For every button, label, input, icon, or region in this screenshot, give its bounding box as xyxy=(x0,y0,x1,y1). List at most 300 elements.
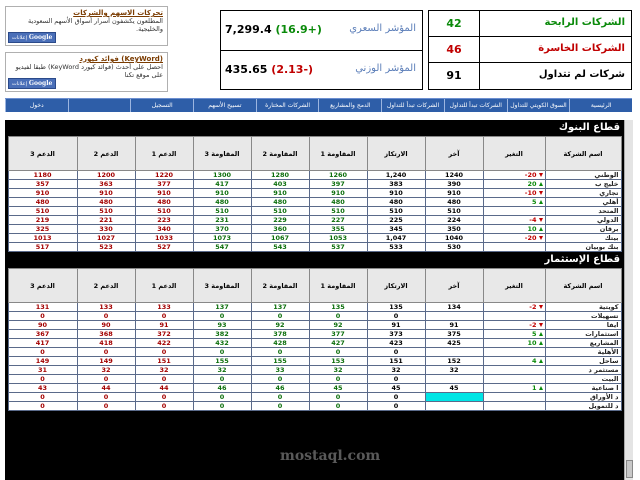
resistance-cell: 510 xyxy=(193,207,251,216)
arrow-up-icon xyxy=(539,182,543,186)
table-header-row xyxy=(8,269,621,303)
company-name-link[interactable]: د للتمويل xyxy=(545,402,621,411)
sector-table xyxy=(8,268,622,411)
google-ads-badge[interactable]: إعلانات Google xyxy=(8,32,56,43)
pivot-cell: 0 xyxy=(367,393,425,402)
support-cell: 0 xyxy=(135,348,193,357)
resistance-cell: 397 xyxy=(309,180,367,189)
support-cell: 523 xyxy=(77,243,135,252)
scrollbar-thumb[interactable] xyxy=(626,460,633,478)
support-cell: 131 xyxy=(8,303,77,312)
nav-item[interactable] xyxy=(68,99,131,112)
column-header[interactable]: اسم الشركة xyxy=(545,269,621,303)
support-cell: 910 xyxy=(135,189,193,198)
weighted-index-row xyxy=(221,51,422,91)
change-cell xyxy=(483,357,545,366)
column-header[interactable]: آخر xyxy=(425,137,483,171)
change-value: 4 xyxy=(531,357,537,365)
support-cell: 0 xyxy=(77,402,135,411)
company-name-link[interactable]: البيت xyxy=(545,375,621,384)
change-value: 20- xyxy=(524,171,537,179)
arrow-up-icon xyxy=(539,200,543,204)
table-row[interactable] xyxy=(8,339,621,348)
resistance-cell: 510 xyxy=(309,207,367,216)
sector-table xyxy=(8,136,622,252)
column-header[interactable]: الارتكاز xyxy=(367,269,425,303)
support-cell: 31 xyxy=(8,366,77,375)
nav-item[interactable]: تسبيح الأسهم xyxy=(193,99,256,112)
support-cell: 1013 xyxy=(8,234,77,243)
last-price-cell: 350 xyxy=(425,225,483,234)
change-cell xyxy=(483,216,545,225)
change-value: 10- xyxy=(524,189,537,197)
column-header[interactable]: المقاومة 1 xyxy=(309,137,367,171)
support-cell: 418 xyxy=(77,339,135,348)
last-price-cell: 45 xyxy=(425,384,483,393)
nav-item[interactable]: الرئيسية xyxy=(569,99,632,112)
support-cell: 0 xyxy=(135,375,193,384)
column-header[interactable]: التغير xyxy=(483,137,545,171)
pivot-cell: 910 xyxy=(367,189,425,198)
pivot-cell: 373 xyxy=(367,330,425,339)
last-price-cell: 134 xyxy=(425,303,483,312)
table-row[interactable] xyxy=(8,402,621,411)
last-price-cell xyxy=(425,312,483,321)
table-row[interactable] xyxy=(8,375,621,384)
support-cell: 0 xyxy=(77,348,135,357)
column-header[interactable]: المقاومة 2 xyxy=(251,137,309,171)
change-value: 1 xyxy=(531,384,537,392)
support-cell: 910 xyxy=(8,189,77,198)
ad-title[interactable]: تحركات الاسهم والشركات xyxy=(73,9,163,17)
main-nav xyxy=(5,98,632,112)
change-value: 4- xyxy=(529,216,537,224)
arrow-down-icon xyxy=(539,173,543,177)
resistance-cell: 0 xyxy=(251,375,309,384)
support-cell: 510 xyxy=(8,207,77,216)
resistance-cell: 227 xyxy=(309,216,367,225)
column-header[interactable]: التغير xyxy=(483,269,545,303)
resistance-cell: 382 xyxy=(193,330,251,339)
change-cell xyxy=(483,234,545,243)
table-row[interactable] xyxy=(8,303,621,312)
last-price-cell xyxy=(425,375,483,384)
change-cell xyxy=(483,393,545,402)
support-cell: 330 xyxy=(77,225,135,234)
table-row[interactable] xyxy=(8,198,621,207)
support-cell: 91 xyxy=(135,321,193,330)
price-index-row xyxy=(221,11,422,51)
resistance-cell: 0 xyxy=(309,312,367,321)
last-price-cell: 91 xyxy=(425,321,483,330)
company-name-link[interactable]: المتحد xyxy=(545,207,621,216)
pivot-cell: 345 xyxy=(367,225,425,234)
change-cell xyxy=(483,303,545,312)
support-cell: 0 xyxy=(135,393,193,402)
resistance-cell: 378 xyxy=(251,330,309,339)
resistance-cell: 46 xyxy=(251,384,309,393)
resistance-cell: 432 xyxy=(193,339,251,348)
table-header-row xyxy=(8,137,621,171)
market-data-panel[interactable] xyxy=(5,120,624,480)
resistance-cell: 1073 xyxy=(193,234,251,243)
resistance-cell: 0 xyxy=(193,348,251,357)
resistance-cell: 155 xyxy=(193,357,251,366)
column-header[interactable]: المقاومة 3 xyxy=(193,269,251,303)
resistance-cell: 0 xyxy=(251,393,309,402)
change-cell xyxy=(483,321,545,330)
last-price-cell: 510 xyxy=(425,207,483,216)
company-name-link[interactable]: الأهلية xyxy=(545,348,621,357)
weighted-index-value: 435.65 (2.13-) xyxy=(225,63,314,76)
last-price-cell: 530 xyxy=(425,243,483,252)
support-cell: 0 xyxy=(135,402,193,411)
column-header[interactable]: المقاومة 1 xyxy=(309,269,367,303)
support-cell: 219 xyxy=(8,216,77,225)
ad-body: المطلعون يكشفون أسرار أسواق الأسهم السعودية والخليجية. xyxy=(27,17,163,34)
company-name-link[interactable]: ا صناعية xyxy=(545,384,621,393)
company-name-link[interactable]: ساحل xyxy=(545,357,621,366)
company-name-link[interactable]: الدولي xyxy=(545,216,621,225)
gainers-label: الشركات الرابحة xyxy=(544,17,625,28)
resistance-cell: 510 xyxy=(251,207,309,216)
last-price-cell: 224 xyxy=(425,216,483,225)
resistance-cell: 32 xyxy=(193,366,251,375)
arrow-up-icon xyxy=(539,386,543,390)
resistance-cell: 0 xyxy=(193,393,251,402)
support-cell: 0 xyxy=(77,375,135,384)
resistance-cell: 155 xyxy=(251,357,309,366)
resistance-cell: 537 xyxy=(309,243,367,252)
support-cell: 372 xyxy=(135,330,193,339)
arrow-up-icon xyxy=(539,332,543,336)
pivot-cell: 1,047 xyxy=(367,234,425,243)
scrollbar[interactable] xyxy=(624,120,633,480)
support-cell: 133 xyxy=(77,303,135,312)
nav-item[interactable]: دخول xyxy=(5,99,68,112)
resistance-cell: 910 xyxy=(309,189,367,198)
resistance-cell: 403 xyxy=(251,180,309,189)
support-cell: 149 xyxy=(8,357,77,366)
resistance-cell: 428 xyxy=(251,339,309,348)
resistance-cell: 32 xyxy=(309,366,367,375)
support-cell: 510 xyxy=(135,207,193,216)
change-value: 2- xyxy=(529,303,537,311)
table-row[interactable] xyxy=(8,330,621,339)
support-cell: 0 xyxy=(8,402,77,411)
company-name-link[interactable]: د الأوراق xyxy=(545,393,621,402)
support-cell: 0 xyxy=(8,375,77,384)
google-ads-badge[interactable]: إعلانات Google xyxy=(8,78,56,89)
support-cell: 90 xyxy=(8,321,77,330)
resistance-cell: 0 xyxy=(193,375,251,384)
resistance-cell: 0 xyxy=(251,402,309,411)
company-name-link[interactable]: ايفا xyxy=(545,321,621,330)
table-row[interactable] xyxy=(8,312,621,321)
ad-body: احصل على أحدث (فوائد كيورد KeyWord) طبقا لفيديو على موقع تكنا xyxy=(15,63,163,80)
company-name-link[interactable]: خليج ب xyxy=(545,180,621,189)
support-cell: 517 xyxy=(8,243,77,252)
arrow-down-icon xyxy=(539,323,543,327)
pivot-cell: 32 xyxy=(367,366,425,375)
price-index-value: 7,299.4 (16.9+) xyxy=(225,23,322,36)
resistance-cell: 355 xyxy=(309,225,367,234)
resistance-cell: 33 xyxy=(251,366,309,375)
support-cell: 1220 xyxy=(135,171,193,180)
support-cell: 1027 xyxy=(77,234,135,243)
pivot-cell: 0 xyxy=(367,402,425,411)
table-row[interactable] xyxy=(8,216,621,225)
support-cell: 417 xyxy=(8,339,77,348)
support-cell: 1200 xyxy=(77,171,135,180)
company-name-link[interactable]: برقان xyxy=(545,225,621,234)
untraded-label: شركات لم تتداول xyxy=(538,69,625,80)
company-name-link[interactable]: تجاري xyxy=(545,189,621,198)
column-header[interactable]: الدعم 1 xyxy=(135,137,193,171)
pivot-cell: 45 xyxy=(367,384,425,393)
support-cell: 32 xyxy=(135,366,193,375)
change-cell xyxy=(483,402,545,411)
last-price-cell: 480 xyxy=(425,198,483,207)
column-header[interactable]: الدعم 3 xyxy=(8,269,77,303)
last-price-cell: 32 xyxy=(425,366,483,375)
support-cell: 340 xyxy=(135,225,193,234)
pivot-cell: 0 xyxy=(367,375,425,384)
support-cell: 151 xyxy=(135,357,193,366)
resistance-cell: 137 xyxy=(251,303,309,312)
resistance-cell: 137 xyxy=(193,303,251,312)
resistance-cell: 360 xyxy=(251,225,309,234)
column-header[interactable]: المقاومة 2 xyxy=(251,269,309,303)
resistance-cell: 1053 xyxy=(309,234,367,243)
arrow-down-icon xyxy=(539,236,543,240)
resistance-cell: 417 xyxy=(193,180,251,189)
support-cell: 480 xyxy=(8,198,77,207)
nav-item[interactable]: الشركات تبدأ للتداول xyxy=(381,99,444,112)
column-header[interactable]: الارتكاز xyxy=(367,137,425,171)
column-header[interactable]: آخر xyxy=(425,269,483,303)
pivot-cell: 91 xyxy=(367,321,425,330)
section-title: قطاع البنوك xyxy=(558,122,620,133)
last-price-cell: 390 xyxy=(425,180,483,189)
resistance-cell: 480 xyxy=(193,198,251,207)
change-value: 20 xyxy=(527,180,537,188)
support-cell: 377 xyxy=(135,180,193,189)
resistance-cell: 427 xyxy=(309,339,367,348)
change-value: 5 xyxy=(531,198,537,206)
column-header[interactable]: الدعم 2 xyxy=(77,269,135,303)
pivot-cell: 510 xyxy=(367,207,425,216)
change-cell xyxy=(483,189,545,198)
table-row[interactable] xyxy=(8,384,621,393)
pivot-cell: 135 xyxy=(367,303,425,312)
support-cell: 44 xyxy=(77,384,135,393)
column-header[interactable]: اسم الشركة xyxy=(545,137,621,171)
gainers-row xyxy=(429,11,631,37)
company-name-link[interactable]: بنك بوبيان xyxy=(545,243,621,252)
last-price-cell xyxy=(425,348,483,357)
support-cell: 910 xyxy=(77,189,135,198)
company-name-link[interactable]: أهلي xyxy=(545,198,621,207)
pivot-cell: 225 xyxy=(367,216,425,225)
untraded-row xyxy=(429,63,631,90)
index-box xyxy=(220,10,423,90)
company-name-link[interactable]: بيتك xyxy=(545,234,621,243)
change-cell xyxy=(483,243,545,252)
change-cell xyxy=(483,348,545,357)
support-cell: 1180 xyxy=(8,171,77,180)
column-header[interactable]: الدعم 2 xyxy=(77,137,135,171)
company-name-link[interactable]: مستثمر د xyxy=(545,366,621,375)
table-row[interactable] xyxy=(8,243,621,252)
price-index-label: المؤشر السعري xyxy=(349,23,416,34)
support-cell: 527 xyxy=(135,243,193,252)
last-price-cell xyxy=(425,402,483,411)
resistance-cell: 0 xyxy=(251,348,309,357)
pivot-cell: 423 xyxy=(367,339,425,348)
support-cell: 0 xyxy=(8,393,77,402)
support-cell: 221 xyxy=(77,216,135,225)
support-cell: 422 xyxy=(135,339,193,348)
support-cell: 357 xyxy=(8,180,77,189)
last-price-cell: 152 xyxy=(425,357,483,366)
support-cell: 149 xyxy=(77,357,135,366)
arrow-down-icon xyxy=(539,305,543,309)
resistance-cell: 0 xyxy=(193,312,251,321)
resistance-cell: 543 xyxy=(251,243,309,252)
resistance-cell: 153 xyxy=(309,357,367,366)
losers-row xyxy=(429,37,631,63)
nav-item[interactable]: الدمج والمشاريع xyxy=(318,99,381,112)
companies-summary-box xyxy=(428,10,632,90)
support-cell: 363 xyxy=(77,180,135,189)
support-cell: 0 xyxy=(77,312,135,321)
resistance-cell: 231 xyxy=(193,216,251,225)
support-cell: 133 xyxy=(135,303,193,312)
resistance-cell: 0 xyxy=(251,312,309,321)
support-cell: 43 xyxy=(8,384,77,393)
weighted-index-change: (2.13-) xyxy=(271,63,314,76)
pivot-cell: 151 xyxy=(367,357,425,366)
last-price-cell: 1040 xyxy=(425,234,483,243)
change-cell xyxy=(483,339,545,348)
support-cell: 480 xyxy=(77,198,135,207)
column-header[interactable]: الدعم 1 xyxy=(135,269,193,303)
table-row[interactable] xyxy=(8,321,621,330)
resistance-cell: 910 xyxy=(193,189,251,198)
ad-box-2[interactable] xyxy=(5,52,168,92)
support-cell: 44 xyxy=(135,384,193,393)
table-row[interactable] xyxy=(8,357,621,366)
change-value: 2- xyxy=(529,321,537,329)
column-header[interactable]: الدعم 3 xyxy=(8,137,77,171)
ad-title[interactable]: (KeyWord) فوائد كيورد xyxy=(79,55,163,63)
table-row[interactable] xyxy=(8,207,621,216)
nav-item[interactable]: الشركات تبدأ للتداول xyxy=(444,99,507,112)
resistance-cell: 0 xyxy=(309,402,367,411)
change-cell xyxy=(483,225,545,234)
gainers-count: 42 xyxy=(446,17,462,30)
table-row[interactable] xyxy=(8,234,621,243)
resistance-cell: 46 xyxy=(193,384,251,393)
table-row[interactable] xyxy=(8,171,621,180)
resistance-cell: 480 xyxy=(309,198,367,207)
change-cell xyxy=(483,312,545,321)
pivot-cell: 0 xyxy=(367,348,425,357)
table-row[interactable] xyxy=(8,348,621,357)
resistance-cell: 0 xyxy=(193,402,251,411)
last-price-cell: 375 xyxy=(425,330,483,339)
company-name-link[interactable]: تسهيلات xyxy=(545,312,621,321)
resistance-cell: 229 xyxy=(251,216,309,225)
company-name-link[interactable]: المشاريع xyxy=(545,339,621,348)
change-cell xyxy=(483,198,545,207)
change-cell xyxy=(483,330,545,339)
pivot-cell: 533 xyxy=(367,243,425,252)
support-cell: 0 xyxy=(8,348,77,357)
support-cell: 325 xyxy=(8,225,77,234)
ad-box-1[interactable] xyxy=(5,6,168,46)
resistance-cell: 0 xyxy=(309,393,367,402)
watermark: mostaql.com xyxy=(280,448,381,464)
change-value: 5 xyxy=(531,330,537,338)
nav-item[interactable]: التسجيل xyxy=(130,99,193,112)
support-cell: 0 xyxy=(8,312,77,321)
resistance-cell: 92 xyxy=(309,321,367,330)
company-name-link[interactable]: استثمارات xyxy=(545,330,621,339)
pivot-cell: 383 xyxy=(367,180,425,189)
nav-item[interactable]: السوق الكويتي للتداول xyxy=(507,99,570,112)
resistance-cell: 1260 xyxy=(309,171,367,180)
losers-label: الشركات الخاسرة xyxy=(538,43,625,54)
resistance-cell: 0 xyxy=(309,348,367,357)
arrow-down-icon xyxy=(539,191,543,195)
change-value: 20- xyxy=(524,234,537,242)
table-row[interactable] xyxy=(8,393,621,402)
company-name-link[interactable]: كويتية xyxy=(545,303,621,312)
nav-item[interactable]: الشركات المختارة xyxy=(256,99,319,112)
table-row[interactable] xyxy=(8,189,621,198)
resistance-cell: 1280 xyxy=(251,171,309,180)
support-cell: 90 xyxy=(77,321,135,330)
support-cell: 480 xyxy=(135,198,193,207)
support-cell: 32 xyxy=(77,366,135,375)
last-price-cell: 425 xyxy=(425,339,483,348)
support-cell: 0 xyxy=(77,393,135,402)
resistance-cell: 1300 xyxy=(193,171,251,180)
table-row[interactable] xyxy=(8,225,621,234)
table-row[interactable] xyxy=(8,180,621,189)
price-index-change: (16.9+) xyxy=(275,23,322,36)
company-name-link[interactable]: الوطني xyxy=(545,171,621,180)
column-header[interactable]: المقاومة 3 xyxy=(193,137,251,171)
resistance-cell: 93 xyxy=(193,321,251,330)
resistance-cell: 92 xyxy=(251,321,309,330)
resistance-cell: 547 xyxy=(193,243,251,252)
change-cell xyxy=(483,366,545,375)
resistance-cell: 1067 xyxy=(251,234,309,243)
section-title: قطاع الإستثمار xyxy=(544,254,620,265)
resistance-cell: 480 xyxy=(251,198,309,207)
support-cell: 368 xyxy=(77,330,135,339)
untraded-count: 91 xyxy=(446,69,462,82)
resistance-cell: 370 xyxy=(193,225,251,234)
change-cell xyxy=(483,384,545,393)
change-cell xyxy=(483,171,545,180)
table-row[interactable] xyxy=(8,366,621,375)
support-cell: 1033 xyxy=(135,234,193,243)
resistance-cell: 910 xyxy=(251,189,309,198)
